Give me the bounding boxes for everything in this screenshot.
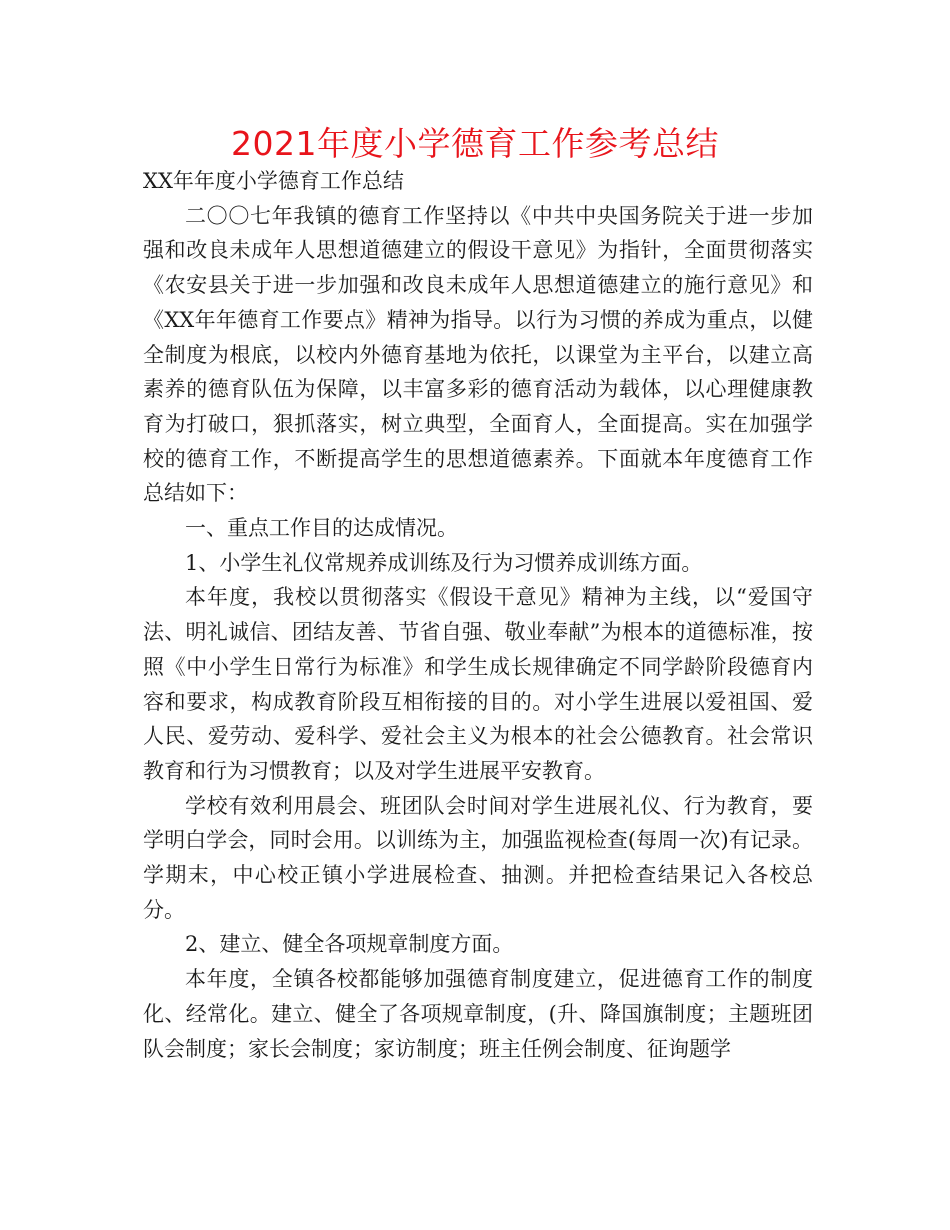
paragraph-regulations: 本年度，全镇各校都能够加强德育制度建立，促进德育工作的制度化、经常化。建立、健全了各项规章制度，(升、降国旗制度；主题班团队会制度；家长会制度；家访制度；班主任例会制度、征询题学 <box>143 967 813 1061</box>
document-subtitle: XX年年度小学德育工作总结 <box>143 169 404 193</box>
document-title: 2021年度小学德育工作参考总结 <box>231 124 719 163</box>
section-heading-key-goals: 一、重点工作目的达成情况。 <box>185 516 458 541</box>
paragraph-intro: 二〇〇七年我镇的德育工作坚持以《中共中央国务院关于进一步加强和改良未成年人思想道德建立的假设干意见》为指针，全面贯彻落实《农安县关于进一步加强和改良未成年人思想道德建立的施行意见》和《XX年年德育工作要点》精神为指导。以行为习惯的养成为重点，以健全制度为根底，以校内外德育基地为依托，以课堂为主平台，以建立高素养的德育队伍为保障，以丰富多彩的德育活动为载体，以心理健康教育为打破口，狠抓落实，树立典型，全面育人，全面提高。实在加强学校的德育工作，不断提高学生的思想道德素养。下面就本年度德育工作总结如下： <box>143 203 813 506</box>
subsection-heading-etiquette-training: 1、小学生礼仪常规养成训练及行为习惯养成训练方面。 <box>185 550 703 575</box>
document-body <box>143 164 813 1066</box>
paragraph-etiquette-standards: 本年度，我校以贯彻落实《假设干意见》精神为主线，以“爱国守法、明礼诚信、团结友善、节省自强、敬业奉献”为根本的道德标准，按照《中小学生日常行为标准》和学生成长规律确定不同学龄阶段德育内容和要求，构成教育阶段互相衔接的目的。对小学生进展以爱祖国、爱人民、爱劳动、爱科学、爱社会主义为根本的社会公德教育。社会常识教育和行为习惯教育；以及对学生进展平安教育。 <box>143 585 813 783</box>
subsection-heading-regulations: 2、建立、健全各项规章制度方面。 <box>185 932 514 957</box>
paragraph-etiquette-supervision: 学校有效利用晨会、班团队会时间对学生进展礼仪、行为教育，要学明白学会，同时会用。以训练为主，加强监视检查(每周一次)有记录。学期末，中心校正镇小学进展检查、抽测。并把检查结果记入各校总分。 <box>143 793 813 922</box>
